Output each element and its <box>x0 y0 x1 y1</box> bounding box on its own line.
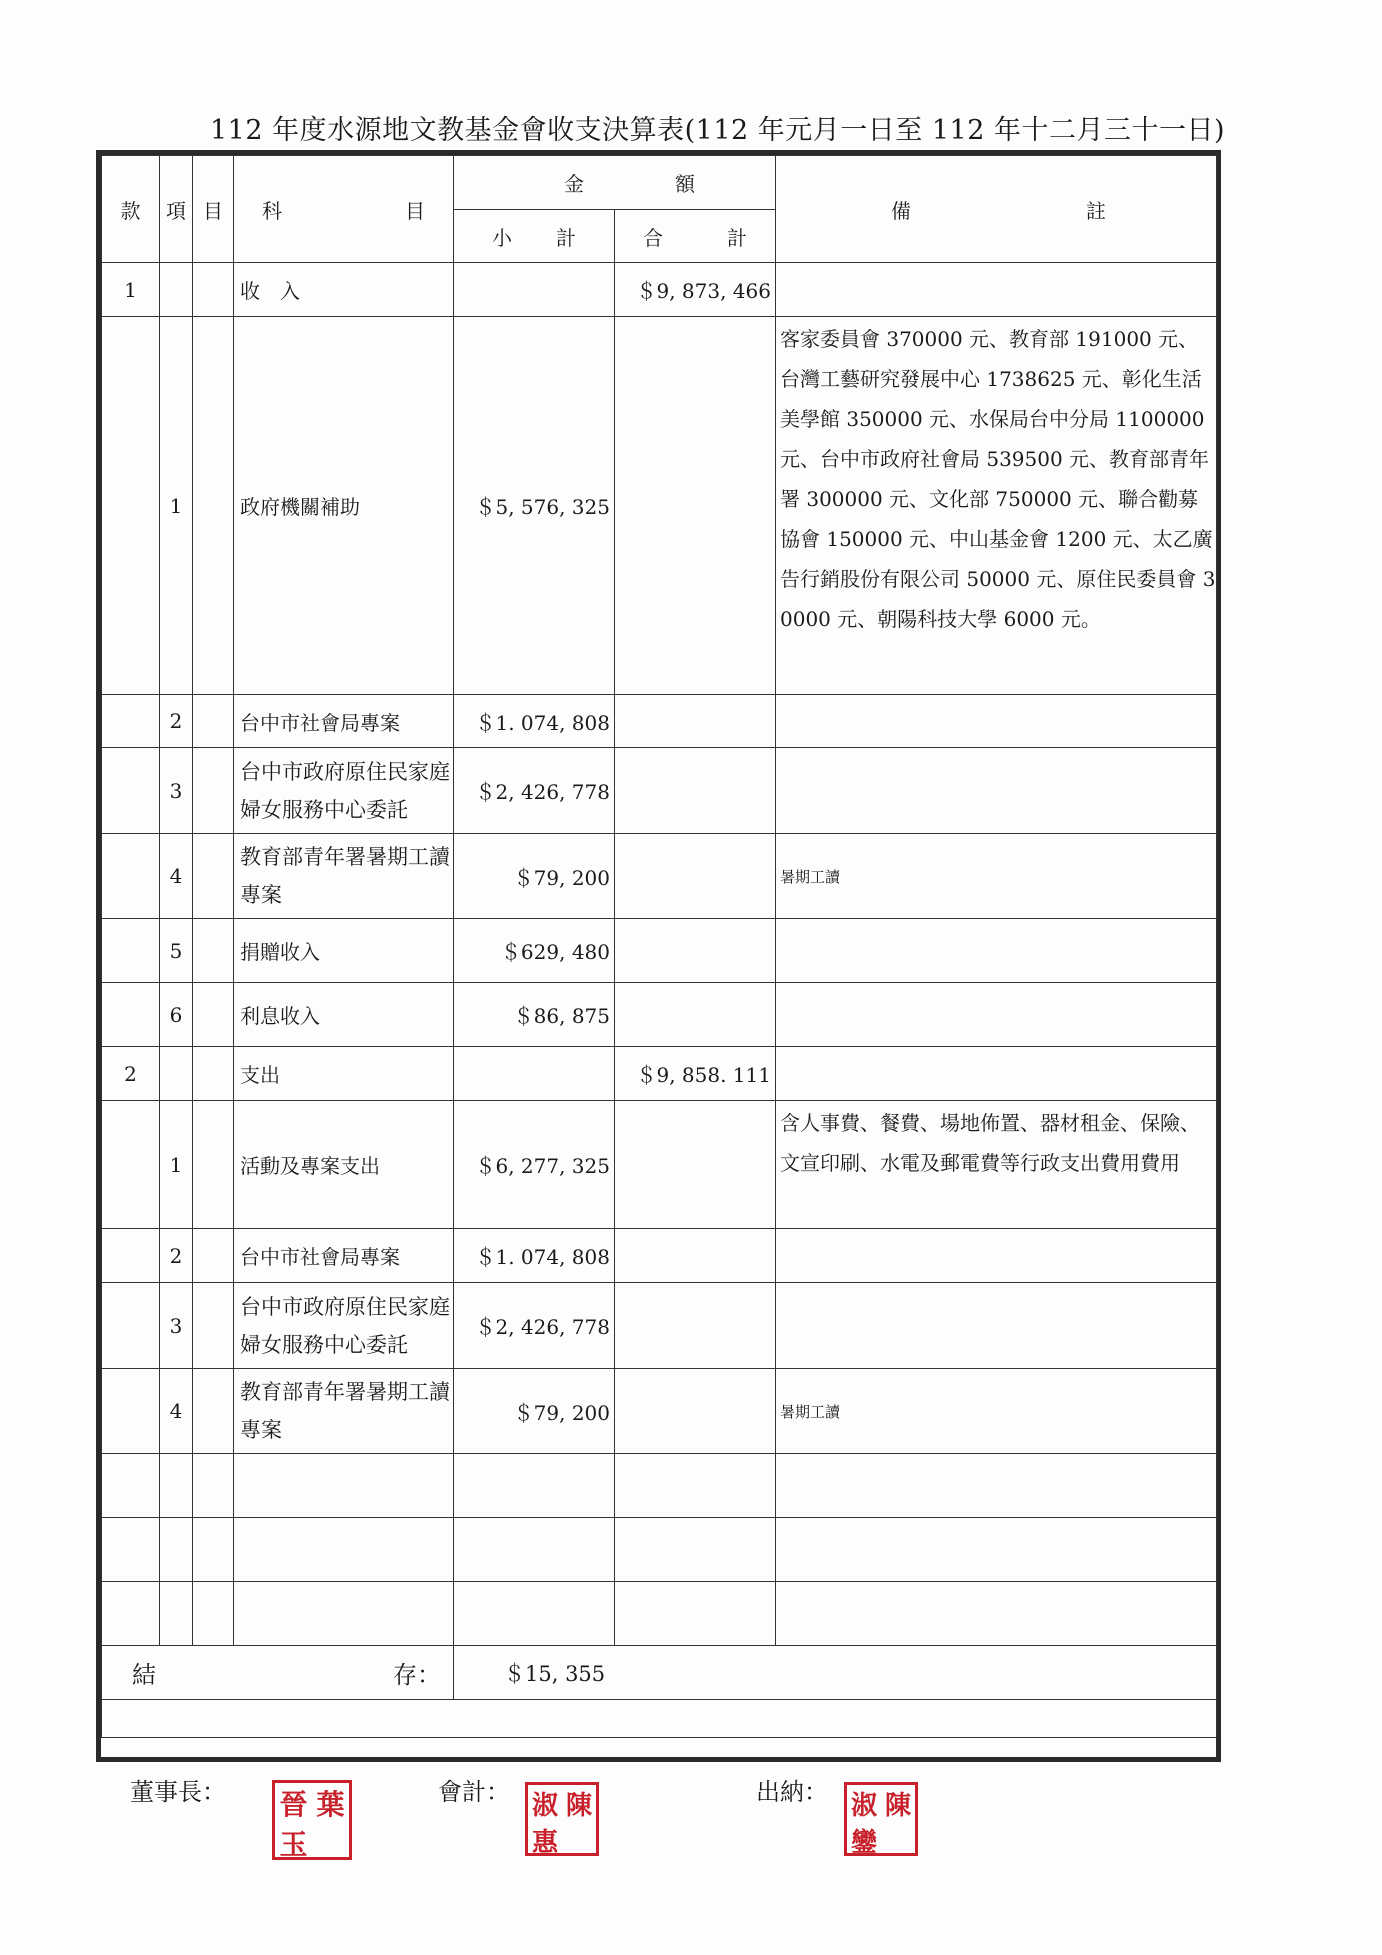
table-row <box>102 1283 1217 1369</box>
remark-cell: 暑期工讀 <box>776 1369 1217 1454</box>
cashier-seal: 淑 陳 鑾 <box>844 1782 918 1856</box>
empty-row <box>102 1700 1217 1738</box>
table-row <box>102 1369 1217 1454</box>
balance-value: ＄15, 355 <box>454 1646 1217 1700</box>
table-row <box>102 1229 1217 1283</box>
signature-chairman-label: 董事長： <box>130 1778 226 1806</box>
xiang-cell: 4 <box>160 1369 193 1454</box>
balance-row <box>102 1646 1217 1700</box>
table-row <box>102 1101 1217 1229</box>
xiang-cell: 1 <box>160 317 193 695</box>
remark-cell <box>776 1283 1217 1369</box>
subtotal-cell: ＄6, 277, 325 <box>454 1101 615 1229</box>
remark-cell: 暑期工讀 <box>776 834 1217 919</box>
xiang-cell: 1 <box>160 1101 193 1229</box>
empty-row <box>102 1518 1217 1582</box>
header-xiang: 項 <box>160 156 193 263</box>
remark-cell <box>776 919 1217 983</box>
subject-cell: 教育部青年署暑期工讀專案 <box>234 834 454 919</box>
remark-cell <box>776 748 1217 834</box>
subtotal-cell: ＄629, 480 <box>454 919 615 983</box>
table-row <box>102 919 1217 983</box>
subject-cell: 政府機關補助 <box>234 317 454 695</box>
subtotal-cell: ＄2, 426, 778 <box>454 748 615 834</box>
subject-cell: 支出 <box>234 1047 454 1101</box>
empty-row <box>102 1582 1217 1646</box>
xiang-cell: 2 <box>160 695 193 748</box>
xiang-cell: 3 <box>160 748 193 834</box>
xiang-cell: 2 <box>160 1229 193 1283</box>
subtotal-cell: ＄5, 576, 325 <box>454 317 615 695</box>
subject-cell: 台中市政府原住民家庭婦女服務中心委託 <box>234 1283 454 1369</box>
page-title: 112 年度水源地文教基金會收支決算表(112 年元月一日至 112 年十二月三十一日) <box>210 115 1226 146</box>
remark-cell <box>776 983 1217 1047</box>
header-amount: 金 額 <box>454 156 776 210</box>
subject-cell: 利息收入 <box>234 983 454 1047</box>
remark-cell: 含人事費、餐費、場地佈置、器材租金、保險、文宣印刷、水電及郵電費等行政支出費用費用 <box>776 1101 1217 1229</box>
balance-label: 結 存： <box>102 1646 454 1700</box>
table-row <box>102 695 1217 748</box>
table-row <box>102 748 1217 834</box>
section-row-income <box>102 263 1217 317</box>
table-row <box>102 317 1217 695</box>
header-kuan: 款 <box>102 156 160 263</box>
remark-cell <box>776 695 1217 748</box>
empty-row <box>102 1454 1217 1518</box>
subject-cell: 台中市社會局專案 <box>234 695 454 748</box>
xiang-cell: 4 <box>160 834 193 919</box>
kuan-cell: 2 <box>102 1047 160 1101</box>
subtotal-cell: ＄79, 200 <box>454 1369 615 1454</box>
xiang-cell: 6 <box>160 983 193 1047</box>
ledger-table <box>101 155 1217 1738</box>
subject-cell: 教育部青年署暑期工讀專案 <box>234 1369 454 1454</box>
header-total: 合 計 <box>615 210 776 263</box>
subject-cell: 活動及專案支出 <box>234 1101 454 1229</box>
subtotal-cell: ＄1. 074, 808 <box>454 1229 615 1283</box>
subtotal-cell: ＄86, 875 <box>454 983 615 1047</box>
xiang-cell: 3 <box>160 1283 193 1369</box>
section-row-expense <box>102 1047 1217 1101</box>
subtotal-cell: ＄79, 200 <box>454 834 615 919</box>
header-subtotal: 小 計 <box>454 210 615 263</box>
kuan-cell: 1 <box>102 263 160 317</box>
total-cell: ＄9, 873, 466 <box>615 263 776 317</box>
remark-cell: 客家委員會 370000 元、教育部 191000 元、台灣工藝研究發展中心 1738625 元、彰化生活美學館 350000 元、水保局台中分局 1100000 元、台中市政府社會局 539500 元、教育部青年署 300000 元、文化部 750000 元、聯合勸募協會 150000 元、中山基金會 1200 元、太乙廣告行銷股份有限公司 50000 元、原住民委員會 30000 元、朝陽科技大學 6000 元。 <box>776 317 1217 695</box>
remark-cell <box>776 1229 1217 1283</box>
table-row <box>102 983 1217 1047</box>
chairman-seal: 晉 葉 玉 <box>272 1780 352 1860</box>
header-mu: 目 <box>193 156 234 263</box>
header-remarks: 備 註 <box>776 156 1217 263</box>
accountant-seal: 淑 陳 惠 <box>525 1782 599 1856</box>
signature-accountant-label: 會計： <box>438 1778 510 1806</box>
subject-cell: 台中市社會局專案 <box>234 1229 454 1283</box>
xiang-cell: 5 <box>160 919 193 983</box>
subject-cell: 捐贈收入 <box>234 919 454 983</box>
total-cell: ＄9, 858. 111 <box>615 1047 776 1101</box>
header-subject: 科 目 <box>234 156 454 263</box>
subject-cell: 台中市政府原住民家庭婦女服務中心委託 <box>234 748 454 834</box>
signature-cashier-label: 出納： <box>756 1778 828 1806</box>
table-row <box>102 834 1217 919</box>
subject-cell: 收 入 <box>234 263 454 317</box>
subtotal-cell: ＄2, 426, 778 <box>454 1283 615 1369</box>
subtotal-cell: ＄1. 074, 808 <box>454 695 615 748</box>
